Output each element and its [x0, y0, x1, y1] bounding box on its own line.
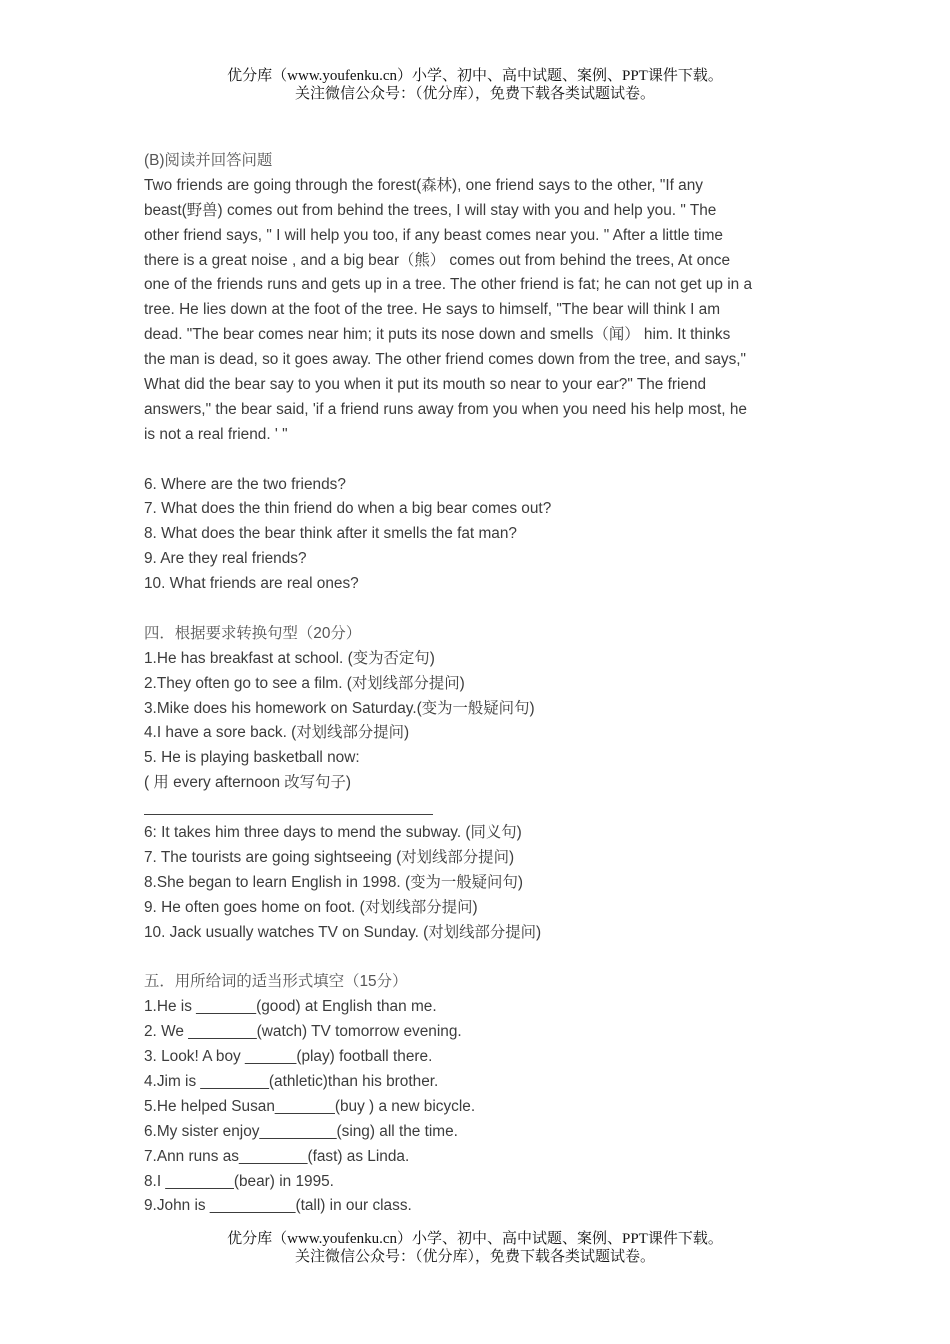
page-footer [0, 1230, 950, 1266]
question-item: 8. What does the bear think after it smells the fat man? [144, 525, 517, 543]
fill-blank-item: 8.I ________(bear) in 1995. [144, 1172, 334, 1190]
fill-blank-item: 6.My sister enjoy_________(sing) all the time. [144, 1122, 458, 1140]
section-4-title: 四．根据要求转换句型（20分） [144, 624, 362, 642]
answer-line [144, 796, 810, 821]
question-item: 7. What does the thin friend do when a big bear comes out? [144, 500, 552, 518]
passage-line: answers," the bear said, 'if a friend runs away from you when you need his help most, he [144, 400, 747, 418]
question-item: 6. Where are the two friends? [144, 475, 346, 493]
exercise-item: 2.They often go to see a film. (对划线部分提问) [144, 674, 465, 692]
fill-blank-item: 9.John is __________(tall) in our class. [144, 1197, 412, 1215]
section-5-title: 五．用所给词的适当形式填空（15分） [144, 973, 408, 991]
document-body [144, 149, 810, 1219]
exercise-item: 8.She began to learn English in 1998. (变为一般疑问句) [144, 873, 523, 891]
fill-blank-item: 3. Look! A boy ______(play) football there. [144, 1048, 433, 1066]
passage-line: dead. "The bear comes near him; it puts its nose down and smells（闻） him. It thinks [144, 326, 731, 344]
passage-line: What did the bear say to you when it put its mouth so near to your ear?" The friend [144, 376, 707, 394]
footer-line-1: 优分库（www.youfenku.cn）小学、初中、高中试题、案例、PPT课件下载。 [227, 1231, 723, 1247]
spacer [144, 946, 810, 971]
passage-line: beast(野兽) comes out from behind the trees, I will stay with you and help you. " The [144, 201, 717, 219]
fill-blank-item: 2. We ________(watch) TV tomorrow evening. [144, 1023, 462, 1041]
section-5-items [144, 995, 810, 1219]
spacer [144, 597, 810, 622]
exercise-item: 7. The tourists are going sightseeing (对划线部分提问) [144, 848, 515, 866]
fill-blank-item: 1.He is _______(good) at English than me. [144, 998, 437, 1016]
exercise-item: 1.He has breakfast at school. (变为否定句) [144, 649, 435, 667]
reading-passage [144, 174, 810, 448]
fill-blank-item: 5.He helped Susan_______(buy ) a new bicycle. [144, 1097, 476, 1115]
exercise-item: 9. He often goes home on foot. (对划线部分提问) [144, 898, 478, 916]
exercise-item: 6: It takes him three days to mend the subway. (同义句) [144, 824, 522, 842]
passage-line: other friend says, " I will help you too, if any beast comes near you. " After a little time [144, 226, 723, 244]
passage-line: the man is dead, so it goes away. The other friend comes down from the tree, and says," [144, 351, 747, 369]
question-item: 9. Are they real friends? [144, 550, 307, 568]
fill-blank-item: 7.Ann runs as________(fast) as Linda. [144, 1147, 410, 1165]
passage-line: Two friends are going through the forest(森林), one friend says to the other, "If any [144, 176, 703, 194]
header-line-2: 关注微信公众号：（优分库），免费下载各类试题试卷。 [294, 86, 655, 102]
exercise-item: ( 用 every afternoon 改写句子) [144, 774, 351, 792]
reading-title: (B)阅读并回答问题 [144, 152, 273, 169]
footer-line-2: 关注微信公众号：（优分库），免费下载各类试题试卷。 [294, 1249, 655, 1265]
passage-line: is not a real friend. ' " [144, 425, 288, 443]
spacer [144, 448, 810, 473]
exercise-item: 3.Mike does his homework on Saturday.(变为一般疑问句) [144, 699, 535, 717]
reading-questions [144, 473, 810, 597]
passage-line: there is a great noise , and a big bear（熊） comes out from behind the trees, At once [144, 251, 731, 269]
passage-line: one of the friends runs and gets up in a tree. The other friend is fat; he can not get up in a [144, 276, 753, 294]
fill-blank-item: 4.Jim is ________(athletic)than his brother. [144, 1072, 439, 1090]
question-item: 10. What friends are real ones? [144, 575, 359, 593]
header-line-1: 优分库（www.youfenku.cn）小学、初中、高中试题、案例、PPT课件下载。 [227, 68, 723, 84]
exercise-item: 4.I have a sore back. (对划线部分提问) [144, 724, 410, 742]
section-4-items [144, 647, 810, 946]
page-header [0, 67, 950, 103]
exercise-item: 5. He is playing basketball now: [144, 749, 360, 767]
exercise-item: 10. Jack usually watches TV on Sunday. (对划线部分提问) [144, 923, 542, 941]
passage-line: tree. He lies down at the foot of the tree. He says to himself, "The bear will think I am [144, 301, 721, 319]
